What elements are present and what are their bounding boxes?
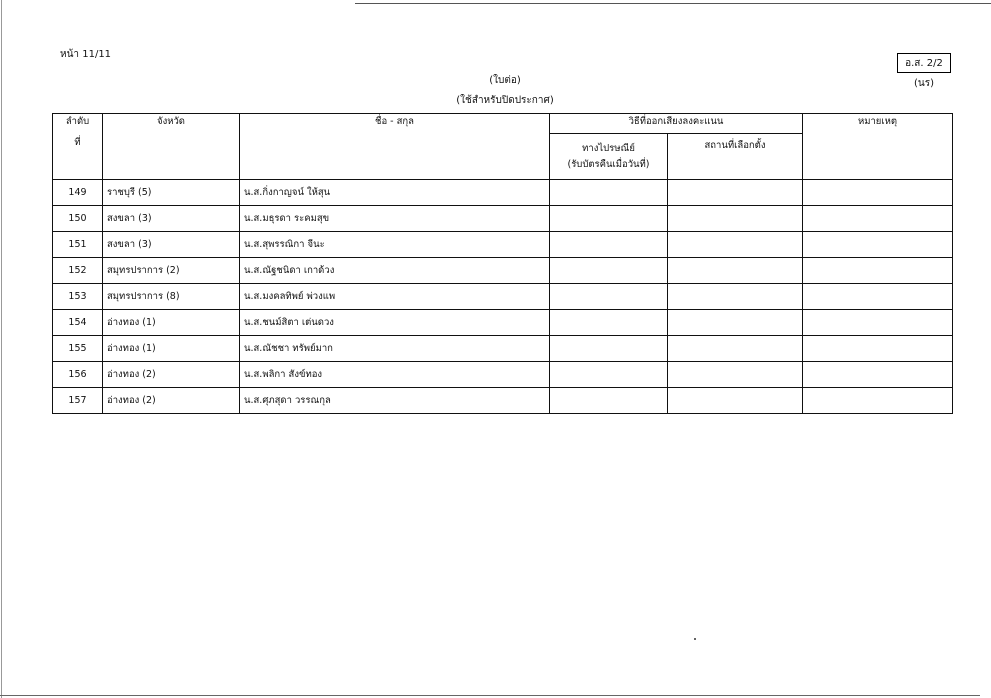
row-province: อ่างทอง (2) [103, 362, 240, 388]
row-number: 155 [53, 336, 103, 362]
row-remark [803, 362, 953, 388]
row-number: 151 [53, 232, 103, 258]
row-remark [803, 336, 953, 362]
row-station [668, 284, 803, 310]
voter-table [52, 113, 953, 414]
table-row [53, 206, 953, 232]
row-number: 150 [53, 206, 103, 232]
row-province: สงขลา (3) [103, 232, 240, 258]
row-number: 152 [53, 258, 103, 284]
row-name: น.ส.สุพรรณิกา จีนะ [240, 232, 550, 258]
row-postal [550, 362, 668, 388]
table-row [53, 310, 953, 336]
row-station [668, 362, 803, 388]
table-row [53, 258, 953, 284]
row-number: 154 [53, 310, 103, 336]
row-number: 156 [53, 362, 103, 388]
row-remark [803, 180, 953, 206]
header-order-line2: ที่ [74, 137, 81, 148]
page-top-rule [355, 3, 991, 4]
row-station [668, 232, 803, 258]
row-station [668, 180, 803, 206]
table-row [53, 362, 953, 388]
row-remark [803, 232, 953, 258]
row-postal [550, 388, 668, 414]
row-remark [803, 388, 953, 414]
row-name: น.ส.ณัชชา ทรัพย์มาก [240, 336, 550, 362]
page-number: หน้า 11/11 [60, 49, 112, 60]
header-province: จังหวัด [103, 114, 240, 180]
page-bottom-rule [0, 695, 980, 696]
header-name: ชื่อ - สกุล [240, 114, 550, 180]
row-station [668, 258, 803, 284]
row-postal [550, 284, 668, 310]
row-postal [550, 310, 668, 336]
row-remark [803, 284, 953, 310]
stray-mark [694, 638, 696, 640]
row-postal [550, 336, 668, 362]
row-postal [550, 258, 668, 284]
row-number: 153 [53, 284, 103, 310]
row-station [668, 336, 803, 362]
row-postal [550, 232, 668, 258]
table-row [53, 180, 953, 206]
row-name: น.ส.มธุรดา ระคมสุข [240, 206, 550, 232]
form-code-box: อ.ส. 2/2 (นร) [897, 53, 951, 73]
row-remark [803, 310, 953, 336]
row-name: น.ส.กิ่งกาญจน์ ให้สุน [240, 180, 550, 206]
table-row [53, 284, 953, 310]
row-name: น.ส.ชนม์สิตา เต่นดวง [240, 310, 550, 336]
row-province: อ่างทอง (1) [103, 336, 240, 362]
row-name: น.ส.มงคลทิพย์ พ่วงแพ [240, 284, 550, 310]
row-postal [550, 206, 668, 232]
row-station [668, 206, 803, 232]
purpose-label: (ใช้สำหรับปิดประกาศ) [456, 95, 554, 106]
row-number: 149 [53, 180, 103, 206]
row-name: น.ส.ศุภสุดา วรรณกุล [240, 388, 550, 414]
row-station [668, 310, 803, 336]
row-name: น.ส.ณัฐชนิดา เกาด้วง [240, 258, 550, 284]
header-voting-method: วิธีที่ออกเสียงลงคะแนน [550, 114, 803, 134]
row-province: สงขลา (3) [103, 206, 240, 232]
header-postal [550, 134, 668, 180]
row-remark [803, 258, 953, 284]
row-province: อ่างทอง (1) [103, 310, 240, 336]
header-polling-station: สถานที่เลือกตั้ง [668, 134, 803, 180]
header-postal-line1: ทางไปรษณีย์ [582, 142, 635, 154]
row-station [668, 388, 803, 414]
header-order [53, 114, 103, 180]
table-row [53, 336, 953, 362]
table-row [53, 232, 953, 258]
row-province: สมุทรปราการ (2) [103, 258, 240, 284]
row-province: ราชบุรี (5) [103, 180, 240, 206]
row-number: 157 [53, 388, 103, 414]
continued-label: (ใบต่อ) [489, 75, 521, 86]
table-row [53, 388, 953, 414]
row-province: อ่างทอง (2) [103, 388, 240, 414]
header-postal-line2: (รับบัตรคืนเมื่อวันที่) [567, 158, 650, 170]
row-postal [550, 180, 668, 206]
row-province: สมุทรปราการ (8) [103, 284, 240, 310]
header-order-line1: ลำดับ [65, 116, 90, 127]
header-remarks: หมายเหตุ [803, 114, 953, 180]
row-name: น.ส.พลิกา สังข์ทอง [240, 362, 550, 388]
row-remark [803, 206, 953, 232]
